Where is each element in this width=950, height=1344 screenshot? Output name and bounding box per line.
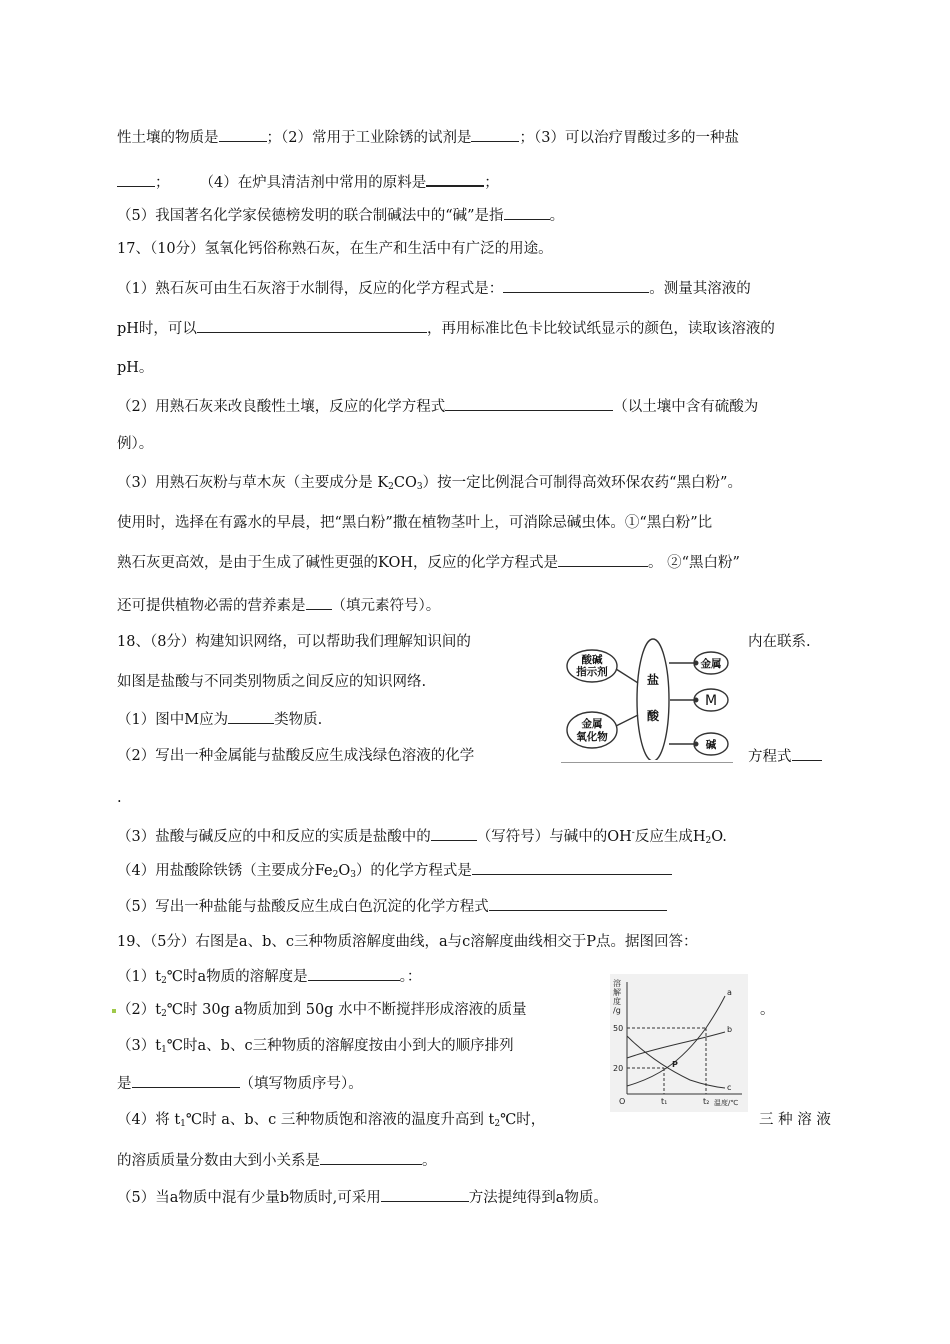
q17-line-2 xyxy=(117,318,775,339)
answer-blank[interactable] xyxy=(426,171,484,187)
answer-blank[interactable] xyxy=(219,127,267,142)
label-curve-a: a xyxy=(727,988,732,997)
label-indicator-1: 酸碱 xyxy=(581,654,603,666)
q18-line-2: 如图是盐酸与不同类别物质之间反应的知识网络. xyxy=(117,674,427,690)
answer-blank[interactable] xyxy=(117,172,155,187)
answer-blank[interactable] xyxy=(504,205,550,220)
q17-line-8 xyxy=(117,552,740,573)
tick-20: 20 xyxy=(613,1064,624,1073)
subscript: 2 xyxy=(161,976,167,986)
answer-blank[interactable] xyxy=(228,709,274,724)
label-indicator-2: 指示剂 xyxy=(576,666,608,678)
solubility-curve-graph xyxy=(610,974,748,1112)
q18-text: O. xyxy=(711,829,727,845)
q19-text: ℃时 a、b、c 三种物质饱和溶液的温度升高到 t xyxy=(185,1112,495,1128)
arrow-dot xyxy=(694,661,699,666)
q18-text: ）的化学方程式是 xyxy=(355,863,472,879)
q17-text: CO xyxy=(393,475,417,491)
q16-text: ； xyxy=(484,175,499,191)
subscript: 3 xyxy=(350,870,356,880)
answer-blank[interactable] xyxy=(320,1150,422,1165)
q19-text: （2）t xyxy=(117,1002,162,1018)
label-curve-c: c xyxy=(727,1083,732,1092)
q17-text: 熟石灰更高效，是由于生成了碱性更强的KOH，反应的化学方程式是 xyxy=(117,555,558,571)
tick-t1: t₁ xyxy=(661,1097,668,1106)
q18-line-4b xyxy=(748,746,822,767)
label-metal: 金属 xyxy=(700,658,722,670)
subscript: 2 xyxy=(388,482,394,492)
q18-text: 类物质. xyxy=(274,712,323,728)
label-base: 碱 xyxy=(705,739,717,751)
q19-text: （5）当a物质中混有少量b物质时,可采用 xyxy=(117,1190,381,1206)
origin-label: O xyxy=(619,1097,626,1106)
label-m: M xyxy=(704,693,718,709)
q19-line-6 xyxy=(117,1150,437,1171)
q16-text: （4）在炉具清洁剂中常用的原料是 xyxy=(199,175,427,191)
answer-blank[interactable] xyxy=(431,826,477,841)
xlabel: 温度/℃ xyxy=(714,1099,739,1107)
q17-text: 。 ②“黑白粉” xyxy=(647,555,740,571)
q18-line-7 xyxy=(117,896,667,917)
label-point-p: P xyxy=(672,1060,678,1069)
answer-blank[interactable] xyxy=(558,552,648,567)
subscript: 2 xyxy=(494,1119,501,1129)
answer-blank[interactable] xyxy=(132,1073,240,1088)
q18-line-4a: （2）写出一种金属能与盐酸反应生成浅绿色溶液的化学 xyxy=(117,748,475,764)
answer-blank[interactable] xyxy=(503,278,649,293)
q17-text: （2）用熟石灰来改良酸性土壤，反应的化学方程式 xyxy=(117,399,446,415)
label-curve-b: b xyxy=(727,1025,733,1034)
q17-line-3: pH。 xyxy=(117,360,154,376)
q16-text: 性土壤的物质是 xyxy=(117,130,219,146)
q18-line-6 xyxy=(117,860,672,885)
q19-text: 的溶质质量分数由大到小关系是 xyxy=(117,1153,320,1169)
q19-text: ℃时a、b、c三种物质的溶解度按由小到大的顺序排列 xyxy=(166,1038,514,1054)
answer-blank[interactable] xyxy=(471,127,519,142)
q17-text: pH时，可以 xyxy=(117,321,197,337)
q19-line-5 xyxy=(117,1110,545,1134)
q19-text: ℃时， xyxy=(500,1112,546,1128)
q18-line-3 xyxy=(117,709,322,730)
q19-text: 。 xyxy=(422,1153,437,1169)
q17-text: ，再用标准比色卡比较试纸显示的颜色，读取该溶液的 xyxy=(426,321,775,337)
q17-line-4 xyxy=(117,396,758,417)
q18-text: 反应生成H xyxy=(634,829,706,845)
tick-50: 50 xyxy=(613,1024,624,1033)
q18-text: O xyxy=(338,863,351,879)
q16-line-3 xyxy=(117,205,564,226)
q16-line-1 xyxy=(117,127,739,148)
subscript: 3 xyxy=(416,482,423,492)
subscript: 2 xyxy=(161,1009,167,1019)
hcl-knowledge-diagram xyxy=(560,636,740,760)
q19-text: （填写物质序号）。 xyxy=(239,1076,363,1092)
answer-blank[interactable] xyxy=(306,595,332,610)
diagram-baseline xyxy=(561,762,733,763)
ylabel-1: 溶 xyxy=(613,979,621,988)
q17-heading: 17、（10分）氢氧化钙俗称熟石灰，在生产和生活中有广泛的用途。 xyxy=(117,241,553,257)
label-metal-oxide-2: 氧化物 xyxy=(576,731,608,743)
q18-text: 方程式 xyxy=(748,749,792,765)
q19-line-1 xyxy=(117,966,421,991)
q17-text: ）按一定比例混合可制得高效环保农药“黑白粉”。 xyxy=(422,475,742,491)
ylabel-4: /g xyxy=(613,1006,621,1015)
q17-line-7: 使用时，选择在有露水的早晨，把“黑白粉”撒在植物茎叶上，可消除忌碱虫体。①“黑白粉”比 xyxy=(117,515,713,531)
q19-text: （3）t xyxy=(117,1038,162,1054)
ylabel-2: 解 xyxy=(613,988,621,997)
q16-text: （5）我国著名化学家侯德榜发明的联合制碱法中的“碱”是指 xyxy=(117,208,504,224)
q17-text: （3）用熟石灰粉与草木灰（主要成分是 K xyxy=(117,475,389,491)
q16-text: ；（3）可以治疗胃酸过多的一种盐 xyxy=(519,130,739,146)
q18-text: （1）图中M应为 xyxy=(117,712,229,728)
arrow-dot xyxy=(694,742,699,747)
subscript: 2 xyxy=(332,870,339,880)
q18-line-1b: 内在联系. xyxy=(748,634,811,650)
connector-line xyxy=(616,669,638,683)
answer-blank[interactable] xyxy=(792,746,822,761)
q18-line-5 xyxy=(117,823,727,851)
q17-text: 。测量其溶液的 xyxy=(649,281,751,297)
subscript: 1 xyxy=(180,1119,186,1129)
answer-blank[interactable] xyxy=(489,896,667,911)
q18-text: （3）盐酸与碱反应的中和反应的实质是盐酸中的 xyxy=(117,829,431,845)
q19-text: （1）t xyxy=(117,969,162,985)
q19-text: 是 xyxy=(117,1076,132,1092)
q16-text: ；（2）常用于工业除锈的试剂是 xyxy=(266,130,472,146)
q17-text: （以土壤中含有硫酸为 xyxy=(613,399,759,415)
q19-line-2 xyxy=(117,1000,527,1024)
q16-text: ； xyxy=(155,175,170,191)
label-metal-oxide-1: 金属 xyxy=(581,718,603,730)
q18-text: （4）用盐酸除铁锈（主要成分Fe xyxy=(117,863,333,879)
q17-line-6 xyxy=(117,473,742,497)
subscript: 1 xyxy=(161,1045,167,1055)
q17-text: （1）熟石灰可由生石灰溶于水制得，反应的化学方程式是： xyxy=(117,281,504,297)
margin-mark xyxy=(112,1009,116,1013)
q19-line-4 xyxy=(117,1073,363,1094)
subscript: 2 xyxy=(705,836,712,846)
q19-text: ℃时 30g a物质加到 50g 水中不断搅拌形成溶液的质量 xyxy=(166,1002,527,1018)
q18-text: （写符号）与碱中的OH xyxy=(476,829,632,845)
q16-text: 。 xyxy=(549,208,565,224)
answer-blank[interactable] xyxy=(445,396,613,411)
q18-line-4c: . xyxy=(117,790,122,806)
answer-blank[interactable] xyxy=(472,860,672,875)
label-hcl-2: 酸 xyxy=(646,709,660,723)
q18-line-1a: 18、（8分）构建知识网络，可以帮助我们理解知识间的 xyxy=(117,634,471,650)
q19-text: （4）将 t xyxy=(117,1112,181,1128)
answer-blank[interactable] xyxy=(381,1187,469,1202)
superscript: - xyxy=(631,828,635,838)
ylabel-3: 度 xyxy=(613,997,621,1006)
label-hcl-1: 盐 xyxy=(646,673,660,687)
q19-line-2c: 。 xyxy=(760,1002,775,1018)
q17-line-9 xyxy=(117,595,440,616)
q19-line-7 xyxy=(117,1187,608,1208)
q17-line-5: 例）。 xyxy=(117,436,154,452)
q19-text: 方法提纯得到a物质。 xyxy=(468,1190,608,1206)
answer-blank[interactable] xyxy=(197,318,427,333)
q17-line-1 xyxy=(117,278,751,299)
hcl-ellipse xyxy=(637,639,669,760)
answer-blank[interactable] xyxy=(308,966,400,981)
q16-line-2 xyxy=(117,171,499,193)
q19-line-5d: 三 种 溶 液 xyxy=(759,1112,831,1128)
q19-line-3 xyxy=(117,1036,514,1060)
q18-text: （5）写出一种盐能与盐酸反应生成白色沉淀的化学方程式 xyxy=(117,899,489,915)
q17-text: 还可提供植物必需的营养素是 xyxy=(117,598,306,614)
q17-text: （填元素符号）。 xyxy=(331,598,441,614)
connector-line xyxy=(616,715,638,726)
q19-text: 。： xyxy=(399,969,422,985)
q19-heading: 19、（5分）右图是a、b、c三种物质溶解度曲线，a与c溶解度曲线相交于P点。据图回答： xyxy=(117,934,698,950)
q19-text: ℃时a物质的溶解度是 xyxy=(166,969,308,985)
arrow-dot xyxy=(694,698,699,703)
tick-t2: t₂ xyxy=(703,1097,710,1106)
